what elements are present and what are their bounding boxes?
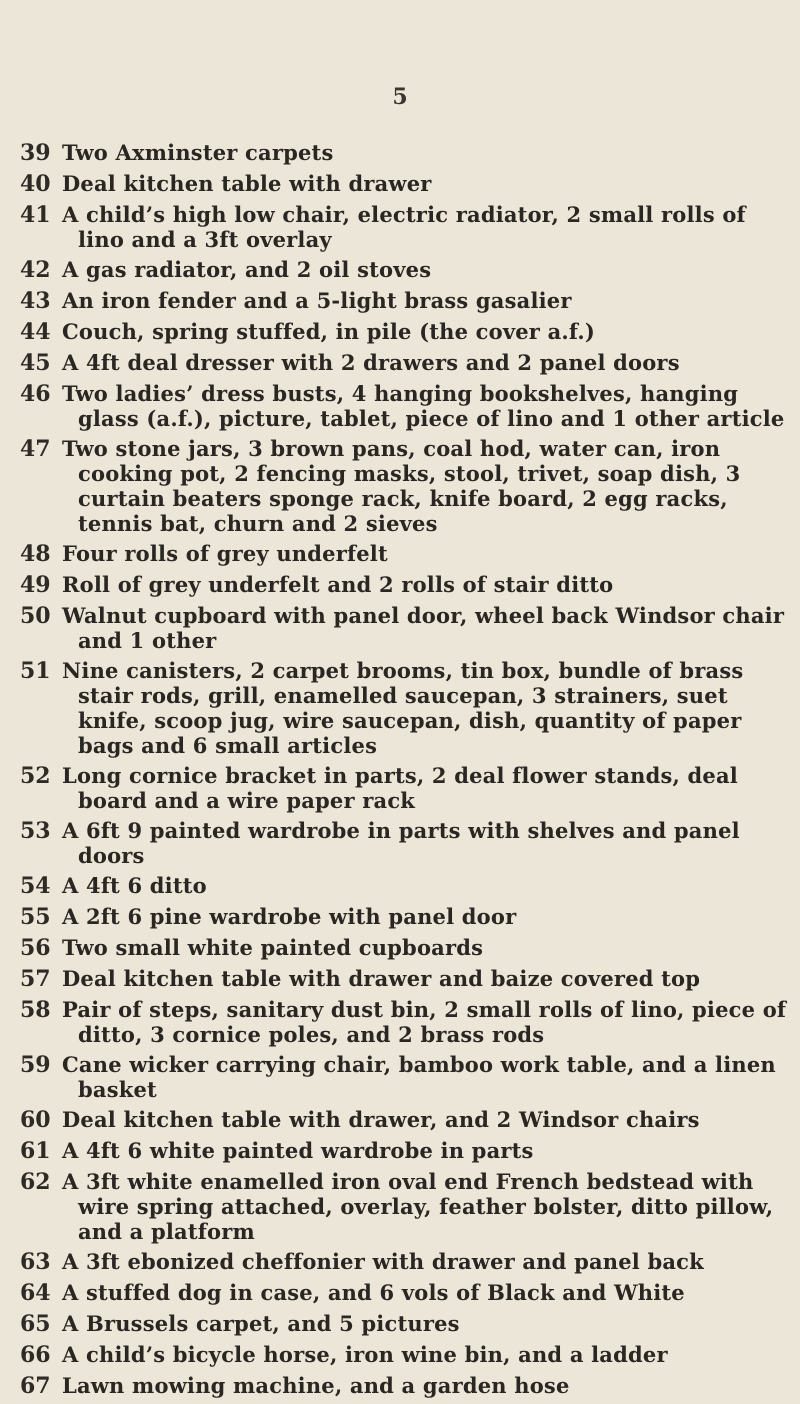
- lot-number: 58: [20, 997, 51, 1023]
- lot-item: [20, 1311, 790, 1337]
- lot-number: 43: [20, 288, 51, 314]
- lot-item: [20, 1138, 790, 1164]
- lot-item: [20, 257, 790, 283]
- lot-description: A child’s high low chair, electric radiator, 2 small rolls of lino and a 3ft overlay: [62, 202, 746, 252]
- lot-item: [20, 202, 790, 252]
- lot-description: Two ladies’ dress busts, 4 hanging bookshelves, hanging glass (a.f.), picture, tablet, piece of lino and 1 other article: [62, 381, 785, 431]
- lot-item: [20, 572, 790, 598]
- lot-description: A gas radiator, and 2 oil stoves: [62, 257, 432, 282]
- lot-description: A stuffed dog in case, and 6 vols of Black and White: [62, 1280, 685, 1305]
- lot-number: 55: [20, 904, 51, 930]
- lot-item: [20, 288, 790, 314]
- lot-description: Roll of grey underfelt and 2 rolls of stair ditto: [62, 572, 614, 597]
- lot-description: Couch, spring stuffed, in pile (the cover a.f.): [62, 319, 596, 344]
- lot-description: Nine canisters, 2 carpet brooms, tin box, bundle of brass stair rods, grill, enamelled saucepan, 3 strainers, suet knife, scoop jug, wire saucepan, dish, quantity of paper bags and 6 small articles: [62, 658, 744, 758]
- lot-description: A 3ft white enamelled iron oval end French bedstead with wire spring attached, overlay, feather bolster, ditto pillow, and a platform: [62, 1169, 774, 1244]
- lot-description: Two small white painted cupboards: [62, 935, 484, 960]
- lot-description: An iron fender and a 5-light brass gasalier: [62, 288, 572, 313]
- lot-number: 61: [20, 1138, 51, 1164]
- lot-description: Walnut cupboard with panel door, wheel back Windsor chair and 1 other: [62, 603, 785, 653]
- lot-number: 67: [20, 1373, 51, 1399]
- lot-item: [20, 436, 790, 536]
- lot-number: 50: [20, 603, 51, 629]
- lot-number: 45: [20, 350, 51, 376]
- lot-item: [20, 381, 790, 431]
- lot-description: A 6ft 9 painted wardrobe in parts with shelves and panel doors: [62, 818, 740, 868]
- lot-item: [20, 350, 790, 376]
- lot-description: A child’s bicycle horse, iron wine bin, and a ladder: [62, 1342, 668, 1367]
- lot-description: Cane wicker carrying chair, bamboo work table, and a linen basket: [62, 1052, 776, 1102]
- lot-item: [20, 658, 790, 758]
- lot-item: [20, 1052, 790, 1102]
- lot-number: 64: [20, 1280, 51, 1306]
- page-number: 5: [392, 84, 408, 110]
- lot-number: 46: [20, 381, 51, 407]
- lot-item: [20, 319, 790, 345]
- lot-number: 40: [20, 171, 51, 197]
- lot-item: [20, 763, 790, 813]
- lot-number: 57: [20, 966, 51, 992]
- lot-description: A 4ft deal dresser with 2 drawers and 2 panel doors: [62, 350, 680, 375]
- lot-item: [20, 997, 790, 1047]
- lot-number: 51: [20, 658, 51, 684]
- lot-description: Deal kitchen table with drawer: [62, 171, 432, 196]
- lot-number: 63: [20, 1249, 51, 1275]
- lot-number: 44: [20, 319, 51, 345]
- lot-number: 52: [20, 763, 51, 789]
- lot-item: [20, 1107, 790, 1133]
- lot-item: [20, 935, 790, 961]
- lot-description: A 3ft ebonized cheffonier with drawer and panel back: [62, 1249, 704, 1274]
- lot-item: [20, 1373, 790, 1399]
- lot-list: [20, 140, 790, 1404]
- lot-item: [20, 603, 790, 653]
- lot-number: 66: [20, 1342, 51, 1368]
- lot-number: 59: [20, 1052, 51, 1078]
- lot-description: Deal kitchen table with drawer and baize covered top: [62, 966, 701, 991]
- lot-item: [20, 1249, 790, 1275]
- lot-number: 42: [20, 257, 51, 283]
- lot-number: 47: [20, 436, 51, 462]
- lot-number: 48: [20, 541, 51, 567]
- lot-number: 56: [20, 935, 51, 961]
- lot-description: Pair of steps, sanitary dust bin, 2 small rolls of lino, piece of ditto, 3 cornice poles, and 2 brass rods: [62, 997, 787, 1047]
- lot-item: [20, 818, 790, 868]
- lot-item: [20, 873, 790, 899]
- lot-description: Long cornice bracket in parts, 2 deal flower stands, deal board and a wire paper rack: [62, 763, 738, 813]
- lot-number: 49: [20, 572, 51, 598]
- lot-item: [20, 140, 790, 166]
- lot-item: [20, 904, 790, 930]
- lot-description: Lawn mowing machine, and a garden hose: [62, 1373, 570, 1398]
- lot-number: 60: [20, 1107, 51, 1133]
- lot-item: [20, 966, 790, 992]
- lot-description: Two stone jars, 3 brown pans, coal hod, water can, iron cooking pot, 2 fencing masks, stool, trivet, soap dish, 3 curtain beaters sponge rack, knife board, 2 egg racks, tennis bat, churn and 2 sieves: [62, 436, 741, 536]
- lot-number: 65: [20, 1311, 51, 1337]
- lot-description: Deal kitchen table with drawer, and 2 Windsor chairs: [62, 1107, 700, 1132]
- lot-item: [20, 1280, 790, 1306]
- lot-number: 62: [20, 1169, 51, 1195]
- lot-number: 41: [20, 202, 51, 228]
- lot-item: [20, 541, 790, 567]
- lot-number: 53: [20, 818, 51, 844]
- lot-description: Four rolls of grey underfelt: [62, 541, 388, 566]
- lot-description: A 4ft 6 ditto: [62, 873, 207, 898]
- lot-item: [20, 1169, 790, 1244]
- lot-description: A Brussels carpet, and 5 pictures: [62, 1311, 460, 1336]
- lot-description: Two Axminster carpets: [62, 140, 334, 165]
- lot-number: 54: [20, 873, 51, 899]
- lot-description: A 2ft 6 pine wardrobe with panel door: [62, 904, 517, 929]
- lot-description: A 4ft 6 white painted wardrobe in parts: [62, 1138, 534, 1163]
- lot-number: 39: [20, 140, 51, 166]
- lot-item: [20, 1342, 790, 1368]
- lot-item: [20, 171, 790, 197]
